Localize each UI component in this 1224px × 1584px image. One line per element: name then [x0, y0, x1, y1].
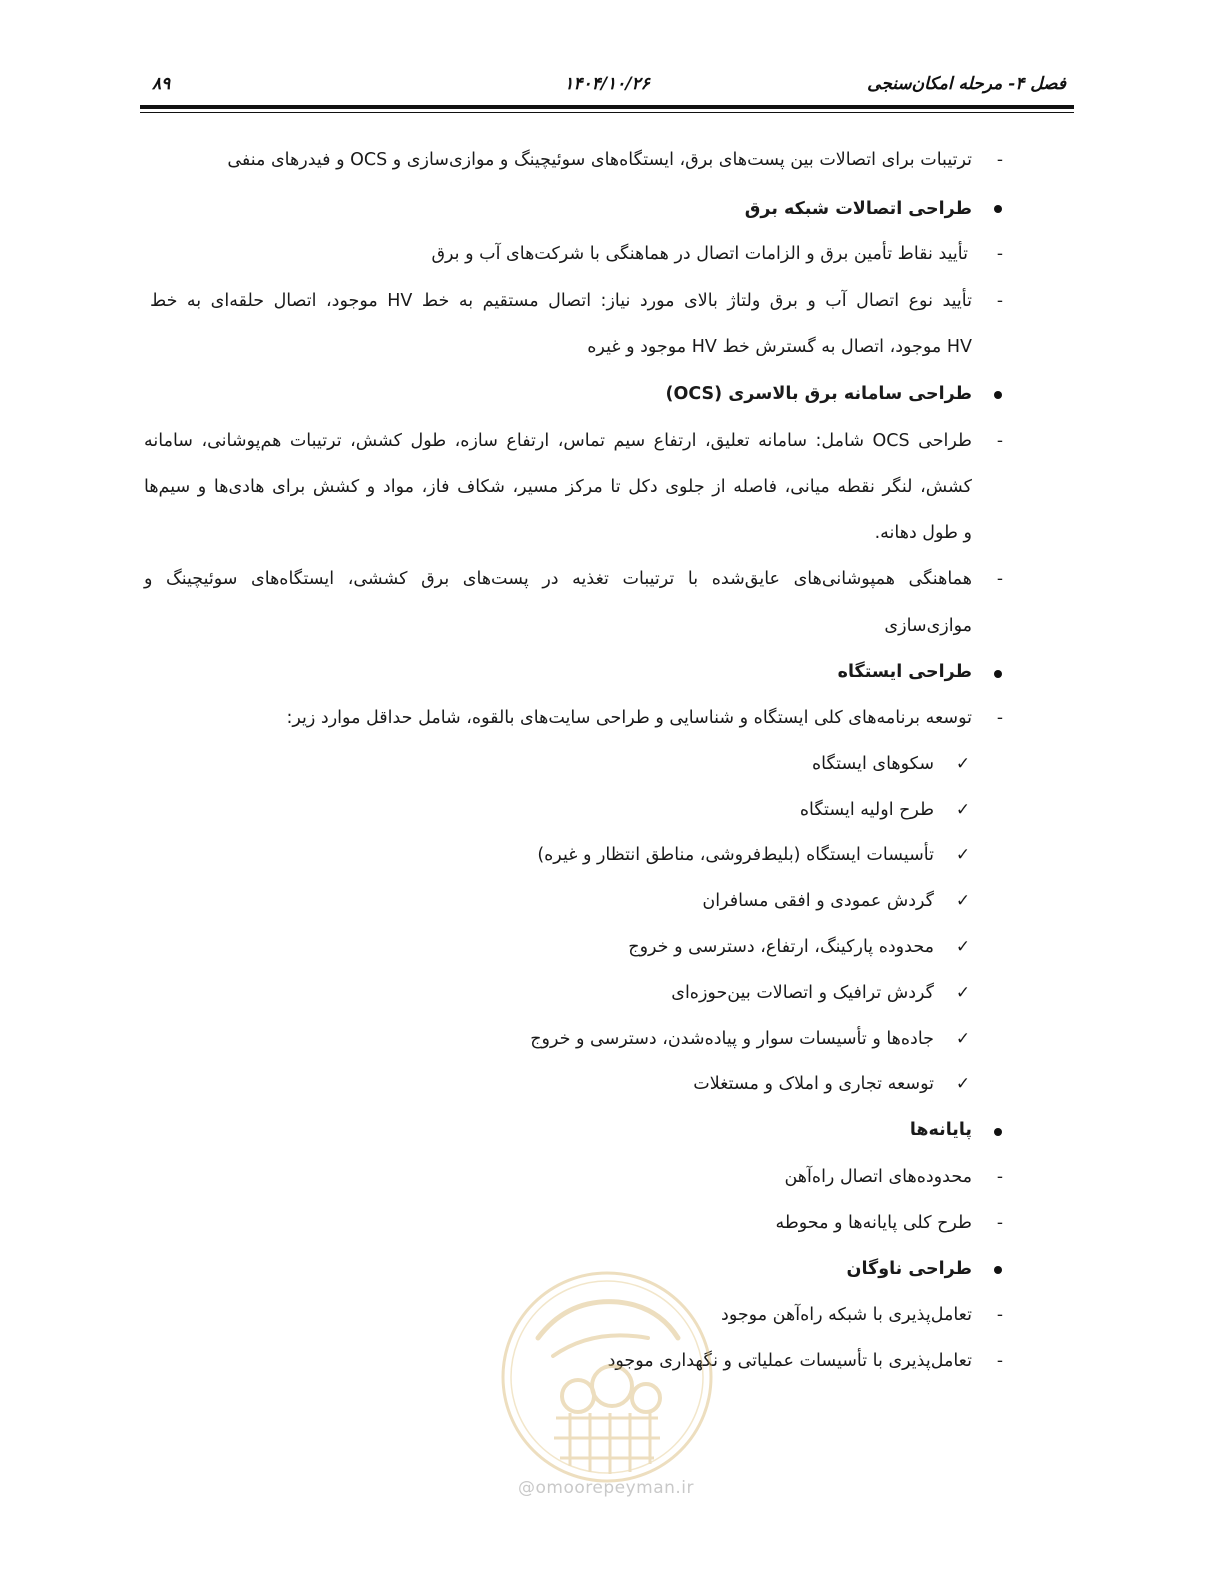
dash-marker: - [996, 569, 1004, 589]
dash-marker: - [996, 708, 1004, 728]
list-item: تعامل‌پذیری با تأسیسات عملیاتی و نگهداری موجود [607, 1351, 972, 1371]
dash-marker: - [996, 244, 1004, 264]
list-item: تعامل‌پذیری با شبکه راه‌آهن موجود [721, 1305, 972, 1325]
dash-marker: - [996, 291, 1004, 311]
list-item: طرح کلی پایانه‌ها و محوطه [775, 1213, 972, 1233]
checklist-item: جاده‌ها و تأسیسات سوار و پیاده‌شدن، دسترسی و خروج [530, 1029, 934, 1049]
checklist-item: توسعه تجاری و املاک و مستغلات [693, 1074, 934, 1094]
dash-marker: - [996, 1305, 1004, 1325]
section-heading: طراحی اتصالات شبکه برق [744, 199, 972, 219]
section-heading: طراحی سامانه برق بالاسری (OCS) [665, 384, 972, 404]
checklist-item: طرح اولیه ایستگاه [799, 800, 934, 820]
list-item-continuation: و طول دهانه. [874, 523, 972, 543]
dash-marker: - [996, 431, 1004, 451]
list-item: ترتیبات برای اتصالات بین پست‌های برق، ایستگاه‌های سوئیچینگ و موازی‌سازی و OCS و فیدرهای منفی [227, 150, 972, 170]
check-icon: ✓ [955, 800, 971, 820]
chapter-title: فصل ۴- مرحله امکان‌سنجی [867, 74, 1066, 94]
list-item: تأیید نوع اتصال آب و برق ولتاژ بالای مورد نیاز: اتصال مستقیم به خط HV موجود، اتصال حلقه‌ای به خط [150, 291, 972, 311]
section-heading: پایانه‌ها [909, 1120, 972, 1140]
list-item: توسعه برنامه‌های کلی ایستگاه و شناسایی و طراحی سایت‌های بالقوه، شامل حداقل موارد زیر: [286, 708, 972, 728]
dash-marker: - [996, 1167, 1004, 1187]
dash-marker: - [996, 1351, 1004, 1371]
bullet-icon [994, 391, 1002, 399]
list-item: هماهنگی همپوشانی‌های عایق‌شده با ترتیبات تغذیه در پست‌های برق کششی، ایستگاه‌های سوئیچینگ و [144, 569, 972, 589]
header-rule-thick [140, 105, 1074, 109]
check-icon: ✓ [955, 845, 971, 865]
header-date: ۱۴۰۴/۱۰/۲۶ [564, 74, 650, 94]
list-item: طراحی OCS شامل: سامانه تعلیق، ارتفاع سیم تماس، ارتفاع سازه، طول کشش، ترتیبات هم‌پوشانی، سامانه [144, 431, 972, 451]
check-icon: ✓ [955, 1074, 971, 1094]
check-icon: ✓ [955, 891, 971, 911]
list-item-continuation: موازی‌سازی [884, 616, 972, 636]
checklist-item: گردش عمودی و افقی مسافران [702, 891, 934, 911]
check-icon: ✓ [955, 1029, 971, 1049]
list-item-continuation: HV موجود، اتصال به گسترش خط HV موجود و غیره [587, 337, 972, 357]
checklist-item: محدوده پارکینگ، ارتفاع، دسترسی و خروج [628, 937, 934, 957]
dash-marker: - [996, 150, 1004, 170]
checklist-item: گردش ترافیک و اتصالات بین‌حوزه‌ای [671, 983, 934, 1003]
watermark-url: @omoorepeyman.ir [517, 1478, 695, 1498]
check-icon: ✓ [955, 754, 971, 774]
header-rule-thin [140, 112, 1074, 113]
seal-logo-icon [498, 1268, 716, 1486]
list-item-continuation: کشش، لنگر نقطه میانی، فاصله از جلوی دکل تا مرکز مسیر، شکاف فاز، مواد و کشش برای هادی‌ها و سیم‌ها [144, 477, 972, 497]
bullet-icon [994, 205, 1002, 213]
bullet-icon [994, 1128, 1002, 1136]
page-header [140, 74, 1074, 104]
check-icon: ✓ [955, 937, 971, 957]
checklist-item: تأسیسات ایستگاه (بلیط‌فروشی، مناطق انتظار و غیره) [537, 845, 934, 865]
bullet-icon [994, 670, 1002, 678]
check-icon: ✓ [955, 983, 971, 1003]
list-item: محدوده‌های اتصال راه‌آهن [784, 1167, 972, 1187]
bullet-icon [994, 1266, 1002, 1274]
section-heading: طراحی ناوگان [846, 1259, 972, 1279]
section-heading: طراحی ایستگاه [837, 662, 972, 682]
dash-marker: - [996, 1213, 1004, 1233]
list-item: تأیید نقاط تأمین برق و الزامات اتصال در هماهنگی با شرکت‌های آب و برق [431, 244, 968, 264]
checklist-item: سکوهای ایستگاه [812, 754, 934, 774]
page-number: ۸۹ [152, 74, 171, 94]
